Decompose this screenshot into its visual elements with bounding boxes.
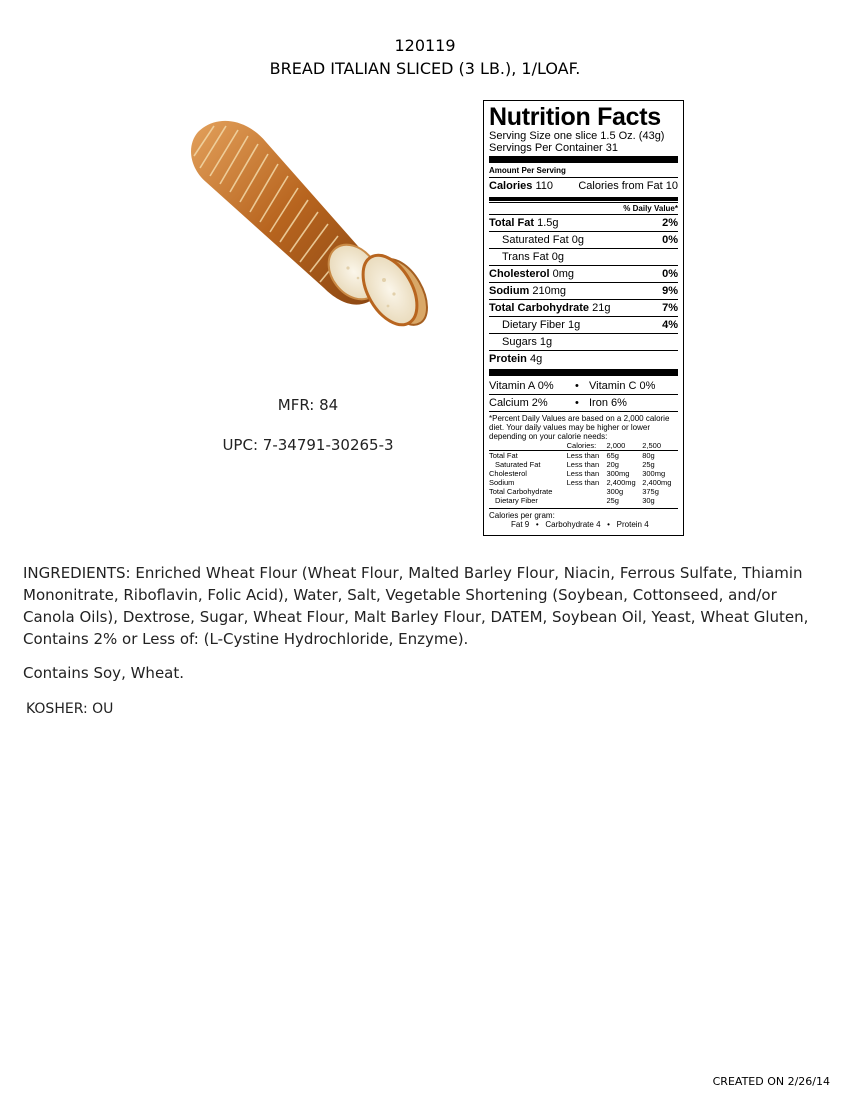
table-cell: 300g (606, 487, 624, 496)
nutrient-label: Total Fat (489, 217, 535, 229)
nutrient-row-trans-fat (489, 248, 678, 265)
nutrition-facts-label (483, 100, 684, 536)
nutrient-dv: 7% (662, 302, 678, 314)
daily-value-footnote (489, 411, 678, 529)
nutrient-amount: 0mg (552, 268, 574, 280)
calories-per-gram-values: Fat 9 • Carbohydrate 4 • Protein 4 (511, 520, 649, 529)
nutrient-dv: 0% (662, 234, 678, 246)
created-date: CREATED ON 2/26/14 (712, 1075, 830, 1088)
nutrient-label: Protein (489, 353, 527, 365)
nutrient-row-total-carbohydrate (489, 299, 678, 316)
product-name: BREAD ITALIAN SLICED (3 LB.), 1/LOAF. (269, 59, 581, 78)
bread-illustration (176, 112, 438, 344)
item-number: 120119 (394, 36, 456, 55)
nutrient-label: Total Carbohydrate (489, 302, 590, 314)
nutrient-dv: 4% (662, 319, 678, 331)
nutrient-amount: 1g (568, 319, 581, 331)
nutrient-label: Sugars (502, 336, 537, 348)
table-cell: Less than (566, 469, 600, 478)
nutrient-amount: 0g (571, 234, 584, 246)
nutrient-row-sugars (489, 333, 678, 350)
table-cell: Less than (566, 478, 600, 487)
ingredients-text: INGREDIENTS: Enriched Wheat Flour (Wheat Flour, Malted Barley Flour, Niacin, Ferrous Sulfate, Thiamin Mononitrate, Riboflavin, Folic Acid), Water, Salt, Vegetable Shortening (Soybean, Cottonseed, and/or Canola Oils), Dextrose, Sugar, Wheat Flour, Malt Barley Flour, DATEM, Soybean Oil, Yeast, Wheat Gluten, Contains 2% or Less of: (L-Cystine Hydrochloride, Enzyme). (23, 564, 809, 648)
table-cell: 30g (642, 496, 655, 505)
calories-from-fat: Calories from Fat 10 (578, 180, 678, 192)
table-row (489, 487, 678, 496)
nutrient-label: Saturated Fat (502, 234, 569, 246)
table-cell: 2,400mg (642, 478, 672, 487)
table-cell: Cholesterol (489, 469, 527, 478)
calories-label: Calories (489, 180, 533, 192)
table-cell (567, 487, 607, 496)
calcium: Calcium 2% (489, 397, 548, 409)
table-cell: Total Carbohydrate (489, 487, 553, 496)
divider-thick (489, 156, 678, 163)
product-header (0, 34, 850, 80)
nutrient-amount: 0g (551, 251, 564, 263)
table-cell: Sodium (489, 478, 515, 487)
nutrient-amount: 210mg (532, 285, 567, 297)
nutrition-facts-title: Nutrition Facts (489, 103, 661, 131)
divider-thick (489, 369, 678, 376)
calories-per-gram (489, 508, 678, 529)
nutrient-dv: 9% (662, 285, 678, 297)
table-cell: 80g (642, 451, 655, 460)
table-cell: Less than (566, 460, 600, 469)
daily-value-header: % Daily Value* (489, 202, 678, 214)
nutrient-row-cholesterol (489, 265, 678, 282)
nutrient-amount: 21g (592, 302, 611, 314)
table-cell: 25g (606, 496, 619, 505)
nutrient-row-saturated-fat (489, 231, 678, 248)
table-cell: Calories: (567, 441, 607, 451)
footnote-text: *Percent Daily Values are based on a 2,000 calorie diet. Your daily values may be higher or lower depending on your calorie needs: (489, 414, 670, 441)
nutrient-dv: 2% (662, 217, 678, 229)
nutrient-row-sodium (489, 282, 678, 299)
table-cell: 25g (642, 460, 655, 469)
table-cell: 20g (606, 460, 619, 469)
nutrient-dv: 0% (662, 268, 678, 280)
vitamin-row-calcium-iron (489, 394, 678, 411)
iron: Iron 6% (589, 397, 627, 409)
upc-code: UPC: 7-34791-30265-3 (222, 436, 394, 454)
vitamin-a: Vitamin A 0% (489, 380, 554, 392)
nutrient-label: Cholesterol (489, 268, 550, 280)
vitamin-row-a-c (489, 378, 678, 394)
kosher-certification: KOSHER: OU (26, 701, 114, 717)
table-row (489, 469, 678, 478)
amount-per-serving: Amount Per Serving (489, 166, 566, 175)
table-cell: 2,000 (606, 441, 642, 451)
nutrient-row-dietary-fiber (489, 316, 678, 333)
allergen-statement: Contains Soy, Wheat. (23, 664, 185, 682)
table-row (489, 478, 678, 487)
table-cell (567, 496, 607, 505)
table-cell: 65g (606, 451, 619, 460)
bullet-separator: • (575, 380, 579, 392)
nutrient-row-total-fat (489, 214, 678, 231)
daily-value-table (489, 441, 678, 505)
table-row (489, 460, 678, 469)
nutrient-label: Dietary Fiber (502, 319, 565, 331)
calories-per-gram-label: Calories per gram: (489, 511, 555, 520)
nutrient-label: Sodium (489, 285, 530, 297)
sliced-bread-loaf-image (176, 112, 438, 344)
nutrient-row-protein (489, 350, 678, 367)
serving-size: Serving Size one slice 1.5 Oz. (43g) (489, 130, 665, 142)
table-cell: Saturated Fat (495, 460, 541, 469)
table-cell: 375g (642, 487, 659, 496)
servings-per-container: Servings Per Container 31 (489, 142, 619, 154)
table-row (489, 451, 678, 461)
table-cell: 300mg (642, 469, 666, 478)
nutrient-amount: 1.5g (537, 217, 559, 229)
table-cell: Less than (566, 451, 600, 460)
mfr-code: MFR: 84 (277, 396, 339, 414)
table-cell: 2,500 (642, 441, 678, 451)
calories-row (489, 177, 678, 194)
nutrient-amount: 4g (529, 353, 543, 365)
table-cell: 2,400mg (606, 478, 636, 487)
table-header-row (489, 441, 678, 451)
divider-medium (489, 197, 678, 201)
table-cell: Dietary Fiber (495, 496, 538, 505)
nutrient-amount: 1g (539, 336, 553, 348)
calories-value: 110 (535, 180, 554, 192)
table-cell: Total Fat (489, 451, 518, 460)
table-row (489, 496, 678, 505)
bullet-separator: • (575, 397, 579, 409)
table-cell: 300mg (606, 469, 630, 478)
nutrient-label: Trans Fat (502, 251, 549, 263)
vitamin-c: Vitamin C 0% (589, 380, 656, 392)
table-cell (489, 441, 567, 451)
